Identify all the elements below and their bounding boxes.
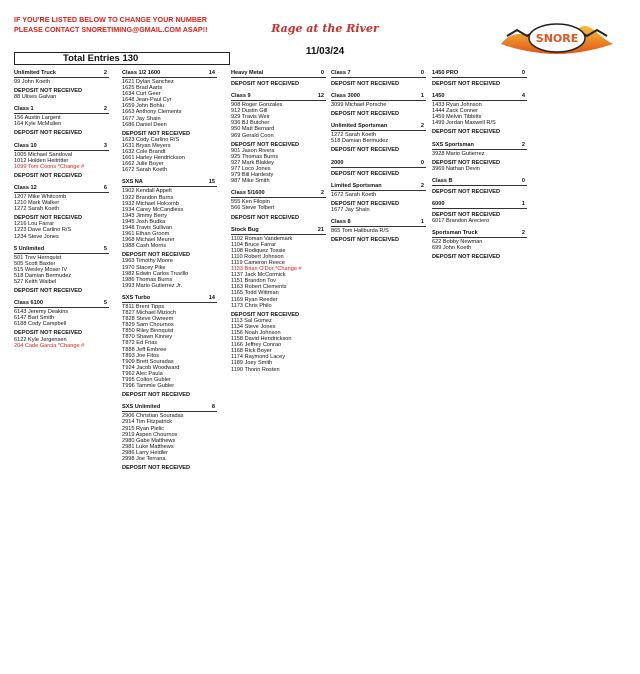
class-group [432, 201, 527, 224]
class-count: 14 [208, 70, 215, 76]
class-group [122, 179, 217, 289]
class-count: 5 [103, 300, 107, 307]
entry-row: 2986 Larry Heidler [122, 449, 169, 456]
class-count: 2 [320, 190, 324, 197]
class-title: Class B [432, 177, 453, 184]
entry-row: 1119 Cameron Reece [231, 259, 285, 266]
entry-row: 1165 Todd Wittman [231, 290, 279, 297]
entry-row: 2980 Gabe Matthews [122, 437, 176, 444]
class-group [231, 70, 326, 87]
class-group [331, 160, 426, 177]
total-entries-box [14, 52, 230, 65]
entry-row: 1207 Mike Whitcomb [14, 193, 67, 200]
total-entries: Total Entries 130 [63, 53, 139, 64]
event-title: Rage at the River [271, 22, 379, 35]
entry-row: 164 Kyle McMullen [14, 121, 62, 128]
entry-row: 505 Scott Baxter [14, 260, 56, 267]
class-group [122, 295, 217, 398]
entry-row: 88 Ulises Galvan [14, 94, 57, 101]
class-title: Class 7 [331, 70, 351, 76]
entry-row: 1005 Michael Sandoval [14, 151, 73, 158]
class-group [432, 178, 527, 195]
class-group [231, 227, 326, 373]
entry-row: 1102 Roman Vandemark [231, 235, 293, 242]
class-count: 8 [211, 404, 215, 411]
deposit-not-received-label: DEPOSIT NOT RECEIVED [231, 311, 300, 318]
class-count: 1 [521, 200, 525, 207]
entry-row: 527 Keith Waibel [14, 278, 57, 285]
entry-row: 1963 Timothy Moore [122, 258, 173, 265]
contact-notice [14, 15, 254, 34]
entry-row: 1459 Melvin Tibbitts [432, 114, 482, 121]
deposit-not-received-label: DEPOSIT NOT RECEIVED [231, 81, 300, 87]
entry-row: 6147 Bart Smith [14, 315, 55, 322]
class-column [432, 70, 527, 266]
entry-row: 1210 Mark Walker [14, 200, 60, 207]
class-count: 5 [103, 245, 107, 252]
entry-row: 1686 Daniel Deen [122, 121, 167, 128]
entry-row: 699 John Koeth [432, 245, 472, 252]
entry-row: 1968 Michael Meurer [122, 237, 175, 244]
class-group [432, 230, 527, 260]
notice-line: PLEASE CONTACT SNORETIMING@GMAIL.COM ASAP!! [14, 24, 208, 34]
deposit-not-received-label: DEPOSIT NOT RECEIVED [14, 288, 83, 295]
class-count: 1 [420, 218, 424, 225]
entry-row: 865 Tom Haliburda R/S [331, 227, 389, 234]
entry-row: 1631 Bryan Meyers [122, 142, 171, 149]
entry-row: T893 Joe Fitos [122, 352, 159, 359]
notice-line: IF YOU'RE LISTED BELOW TO CHANGE YOUR NUMBER [14, 15, 207, 24]
class-count: 1 [420, 93, 424, 100]
entry-row: 518 Damian Bermudez [14, 272, 72, 279]
class-header [432, 230, 527, 238]
entry-row: 1623 Cody Carlino R/S [122, 136, 180, 143]
class-header [331, 160, 426, 168]
entry-row: 1988 Cash Morris [122, 243, 167, 250]
class-group [14, 246, 109, 295]
deposit-not-received-label: DEPOSIT NOT RECEIVED [432, 81, 501, 87]
entry-row: 2915 Ryan Pielic [122, 425, 164, 432]
class-header [331, 219, 426, 227]
entry-row: 1993 Mario Gutierrez Jr. [122, 282, 183, 289]
entry-row: 3928 Mario Gutierrez [432, 150, 485, 157]
entry-row: 1659 John Bohlu [122, 103, 164, 110]
entry-row: 1174 Raymond Lacey [231, 354, 286, 361]
entry-row: 1945 Josh Budka [122, 218, 166, 225]
entry-row: 1970 Stacey Pike [122, 264, 166, 271]
entry-row: T995 Colton Gubler [122, 377, 171, 384]
class-title: Class 8 [331, 218, 351, 225]
entry-row: 1166 Jeffrey Conrao [231, 342, 282, 349]
class-header [14, 106, 109, 114]
class-header [14, 143, 109, 151]
deposit-not-received-label: DEPOSIT NOT RECEIVED [122, 465, 191, 472]
entry-row: 515 Wesley Moser IV [14, 266, 68, 273]
class-title: SXS Unlimited [122, 404, 161, 411]
entry-row: 1272 Sarah Koeth [14, 206, 60, 213]
class-count: 6 [103, 184, 107, 191]
entry-row: 1272 Sarah Koeth [331, 132, 377, 139]
entry-row: 1677 Jay Shain [122, 115, 161, 122]
entry-row: 566 Steve Tolbert [231, 205, 275, 212]
deposit-not-received-label: DEPOSIT NOT RECEIVED [432, 188, 501, 195]
class-header [331, 123, 426, 131]
class-title: Limited Sportsman [331, 182, 382, 189]
entry-row: 1099 Tom Coons *Change # [14, 163, 85, 170]
class-column [331, 70, 426, 249]
class-group [231, 93, 326, 184]
deposit-not-received-label: DEPOSIT NOT RECEIVED [14, 330, 83, 337]
class-title: SXS Sportsman [432, 141, 474, 148]
class-group [331, 183, 426, 213]
entry-row: 1948 Travis Sullivan [122, 224, 173, 231]
entry-row: 6188 Cody Campbell [14, 321, 67, 328]
entry-row: 1934 Carey McCandless [122, 206, 184, 213]
entry-row: 204 Cade Garcia *Change # [14, 342, 85, 349]
entry-row: 1113 Sal Gomez [231, 317, 272, 324]
entry-row: T827 Michael Mizioch [122, 310, 177, 316]
class-title: SXS NA [122, 179, 143, 186]
entry-row: T872 Ed Frias [122, 340, 158, 347]
entry-row: 1625 Brad Aarts [122, 85, 163, 92]
entry-row: 1986 Thomas Burns [122, 276, 173, 283]
entry-row: 1012 Holden Heitritter [14, 157, 69, 164]
class-count: 14 [208, 294, 215, 301]
class-count: 0 [420, 70, 424, 76]
deposit-not-received-label: DEPOSIT NOT RECEIVED [122, 392, 191, 399]
entry-row: 1234 Steve Jones [14, 233, 59, 240]
class-header [122, 179, 217, 187]
entry-row: 1169 Ryan Reeder [231, 296, 278, 303]
deposit-not-received-label: DEPOSIT NOT RECEIVED [122, 130, 191, 137]
deposit-not-received-label: DEPOSIT NOT RECEIVED [331, 200, 400, 207]
class-group [231, 190, 326, 220]
class-header [231, 190, 326, 198]
class-title: Stock Bug [231, 226, 259, 233]
entry-row: T962 Alec Paula [122, 370, 163, 377]
class-group [14, 143, 109, 179]
entry-row: 987 Mike Smith [231, 178, 270, 185]
class-header [432, 142, 527, 150]
entry-row: 3099 Michael Porsche [331, 102, 387, 109]
class-group [331, 93, 426, 117]
entry-row: T811 Brent Tipps [122, 303, 165, 310]
entry-row: 936 BJ Butcher [231, 120, 270, 127]
entry-row: 99 John Koeth [14, 79, 51, 85]
entry-row: 1223 Dave Carlino R/S [14, 227, 72, 234]
class-header [14, 70, 109, 78]
class-count: 0 [521, 177, 525, 184]
entry-row: T888 Jeff Embree [122, 346, 167, 353]
class-title: Sportsman Truck [432, 230, 478, 237]
class-title: 1450 [432, 93, 445, 100]
class-group [14, 185, 109, 240]
entry-row: 2919 Aspen Chournos [122, 431, 178, 438]
entry-row: 1156 Noah Johnson [231, 330, 281, 336]
class-group [14, 106, 109, 136]
entry-row: 2981 Luke Matthews [122, 443, 174, 450]
entry-row: 1110 Robert Johnson [231, 253, 284, 260]
entry-row: 912 Dustin Gill [231, 108, 268, 115]
class-count: 3 [103, 142, 107, 149]
deposit-not-received-label: DEPOSIT NOT RECEIVED [14, 130, 83, 137]
entry-row: 1499 Jordan Maxwell R/S [432, 120, 496, 127]
class-group [432, 70, 527, 87]
entry-row: 501 Trev Hernquist [14, 254, 62, 261]
entry-row: 1982 Edwin Carlos Truvillo [122, 270, 189, 277]
class-header [331, 183, 426, 191]
deposit-not-received-label: DEPOSIT NOT RECEIVED [331, 81, 400, 87]
class-count: 0 [420, 159, 424, 166]
class-header [231, 93, 326, 101]
class-group [122, 404, 217, 471]
entry-row: 518 Damian Bermudez [331, 138, 389, 145]
entry-row: 1922 Brandon Burns [122, 194, 174, 201]
class-header [432, 201, 527, 209]
entry-row: 1632 Cole Brandt [122, 149, 166, 156]
deposit-not-received-label: DEPOSIT NOT RECEIVED [231, 214, 300, 221]
entry-row: T828 Steve Owreem [122, 316, 174, 323]
entry-row: 156 Austin Largent [14, 115, 61, 122]
entry-row: 1943 Jimmy Berry [122, 212, 168, 219]
class-count: 15 [208, 179, 215, 186]
entry-row: 1902 Kendall Appelt [122, 188, 172, 195]
entry-row: 950 Matt Bernard [231, 126, 275, 133]
class-group [432, 142, 527, 172]
entry-row: 1168 Rick Boyer [231, 348, 272, 355]
entry-row: 1932 Michael Holcomb [122, 200, 179, 207]
entry-row: T829 Sam Chournos [122, 322, 174, 329]
entry-row: 1163 Robert Clements [231, 284, 287, 291]
class-title: SXS Turbo [122, 294, 151, 301]
entry-row: 1677 Jay Shain [331, 206, 370, 213]
class-group [331, 70, 426, 87]
entry-row: 977 Loco Jones [231, 166, 271, 173]
class-header [231, 227, 326, 235]
class-header [14, 300, 109, 308]
entry-row: T850 Riley Binnquist [122, 328, 174, 335]
entry-row: 1133 Brian O'Dor *Change # [231, 266, 302, 273]
entry-row: 1151 Brandon Tov [231, 278, 276, 285]
class-column [122, 70, 217, 477]
class-group [14, 300, 109, 349]
entry-row: 1216 Lou Farrar [14, 221, 55, 228]
class-group [14, 70, 109, 100]
entry-row: 1134 Steve Jones [231, 323, 276, 330]
entry-row: 1663 Anthony Clements [122, 109, 182, 116]
class-header [122, 295, 217, 303]
entry-row: 1961 Ethan Groom [122, 231, 170, 238]
class-count: 0 [521, 70, 525, 76]
class-title: Class 1 [14, 106, 34, 113]
class-title: Unlimited Sportsman [331, 123, 388, 130]
class-count: 2 [521, 141, 525, 148]
entry-row: T870 Shawn Kinney [122, 334, 173, 341]
entry-row: 925 Thomas Burns [231, 153, 279, 160]
class-header [231, 70, 326, 78]
entry-row: T996 Tammie Gubler [122, 383, 175, 390]
class-header [331, 93, 426, 101]
entry-row: 1634 Curt Geer [122, 91, 161, 98]
class-count: 2 [103, 70, 107, 76]
class-count: 2 [420, 182, 424, 189]
class-group [331, 219, 426, 243]
class-title: Class 3000 [331, 93, 360, 100]
deposit-not-received-label: DEPOSIT NOT RECEIVED [231, 141, 300, 148]
class-title: Class 10 [14, 142, 37, 149]
entry-row: 1661 Harley Hendrickson [122, 155, 185, 162]
class-group [331, 123, 426, 153]
class-header [432, 70, 527, 78]
class-header [122, 70, 217, 78]
class-title: Class 6100 [14, 300, 43, 307]
class-title: 2000 [331, 159, 344, 166]
entry-row: 1190 Thorin Rosten [231, 366, 280, 373]
entry-row: 6143 Jeremy Deakins [14, 309, 69, 316]
deposit-not-received-label: DEPOSIT NOT RECEIVED [432, 211, 501, 218]
deposit-not-received-label: DEPOSIT NOT RECEIVED [331, 237, 400, 244]
class-title: Unlimited Truck [14, 70, 56, 76]
class-column [14, 70, 109, 355]
class-count: 0 [320, 70, 324, 76]
class-title: 1450 PRO [432, 70, 459, 76]
entry-row: 2914 Tim Fitzpatrick [122, 419, 173, 426]
class-header [14, 246, 109, 254]
entry-row: 1108 Rodiquez Tossie [231, 247, 286, 254]
entry-row: 3969 Nathan Devin [432, 165, 480, 172]
class-count: 2 [420, 123, 424, 130]
class-title: Class 9 [231, 93, 251, 100]
deposit-not-received-label: DEPOSIT NOT RECEIVED [14, 215, 83, 222]
class-title: Heavy Metal [231, 70, 264, 76]
class-header [432, 93, 527, 101]
class-count: 2 [103, 106, 107, 113]
deposit-not-received-label: DEPOSIT NOT RECEIVED [14, 172, 83, 179]
class-title: Class 12 [14, 184, 37, 191]
class-group [122, 70, 217, 173]
entry-row: 1444 Zack Conner [432, 108, 479, 115]
class-count: 4 [521, 93, 525, 100]
class-group [432, 93, 527, 135]
class-title: Class 5/1600 [231, 190, 265, 197]
class-header [14, 185, 109, 193]
class-header [122, 404, 217, 412]
snore-logo [497, 10, 617, 60]
entry-row: 1137 Jack McCormick [231, 272, 286, 279]
deposit-not-received-label: DEPOSIT NOT RECEIVED [331, 170, 400, 177]
deposit-not-received-label: DEPOSIT NOT RECEIVED [122, 252, 191, 259]
entry-row: 929 Travis Weir [231, 114, 270, 121]
entry-row: 622 Bobby Newman [432, 239, 483, 246]
entry-row: 1621 Dylan Sanchez [122, 79, 174, 85]
entry-row: 901 Jason Rivera [231, 147, 275, 154]
entry-row: 6122 Kyle Jergensen [14, 336, 67, 343]
deposit-not-received-label: DEPOSIT NOT RECEIVED [432, 129, 501, 136]
entry-row: 1158 David Hendrickson [231, 336, 292, 343]
entry-row: 1104 Bruce Farrar [231, 241, 276, 248]
deposit-not-received-label: DEPOSIT NOT RECEIVED [432, 254, 501, 261]
entry-row: 1672 Sarah Koeth [331, 191, 377, 198]
class-header [331, 70, 426, 78]
deposit-not-received-label: DEPOSIT NOT RECEIVED [331, 147, 400, 154]
entry-row: 1173 Chris Philo [231, 302, 272, 309]
class-count: 2 [521, 230, 525, 237]
entry-row: 979 Bill Hardesty [231, 172, 274, 179]
entry-row: 1648 Jean-Paul Cyr [122, 97, 172, 104]
entry-row: 1189 Joey Smith [231, 360, 273, 367]
logo-text: SNORE [535, 32, 579, 45]
entry-row: 969 Gerald Coon [231, 132, 274, 139]
class-title: 5 Unlimited [14, 245, 45, 252]
deposit-not-received-label: DEPOSIT NOT RECEIVED [331, 111, 400, 118]
class-count: 21 [317, 226, 324, 233]
entry-row: 555 Ken Filopin [231, 199, 270, 206]
entry-row: 927 Mark Blakley [231, 159, 274, 166]
entry-row: 1672 Sarah Koeth [122, 167, 168, 174]
class-title: 6000 [432, 200, 445, 207]
deposit-not-received-label: DEPOSIT NOT RECEIVED [432, 159, 501, 166]
class-title: Class 1/2 1600 [122, 70, 161, 76]
class-column [231, 70, 326, 379]
entry-row: 908 Roger Gonzales [231, 102, 283, 109]
entry-row: 6017 Brandon Areciero [432, 218, 490, 225]
entry-row: 1433 Ryan Johnson [432, 102, 482, 109]
entry-row: 1662 Julie Boyer [122, 161, 164, 168]
entry-row: 2998 Joe Terrana [122, 455, 166, 462]
class-count: 12 [317, 93, 324, 100]
class-header [432, 178, 527, 186]
deposit-not-received-label: DEPOSIT NOT RECEIVED [14, 88, 83, 95]
entry-row: T924 Jacob Woodward [122, 364, 180, 371]
entry-row: 2906 Christian Souradas [122, 413, 184, 420]
event-date: 11/03/24 [305, 46, 345, 57]
entry-row: T909 Brett Souradas [122, 358, 174, 365]
